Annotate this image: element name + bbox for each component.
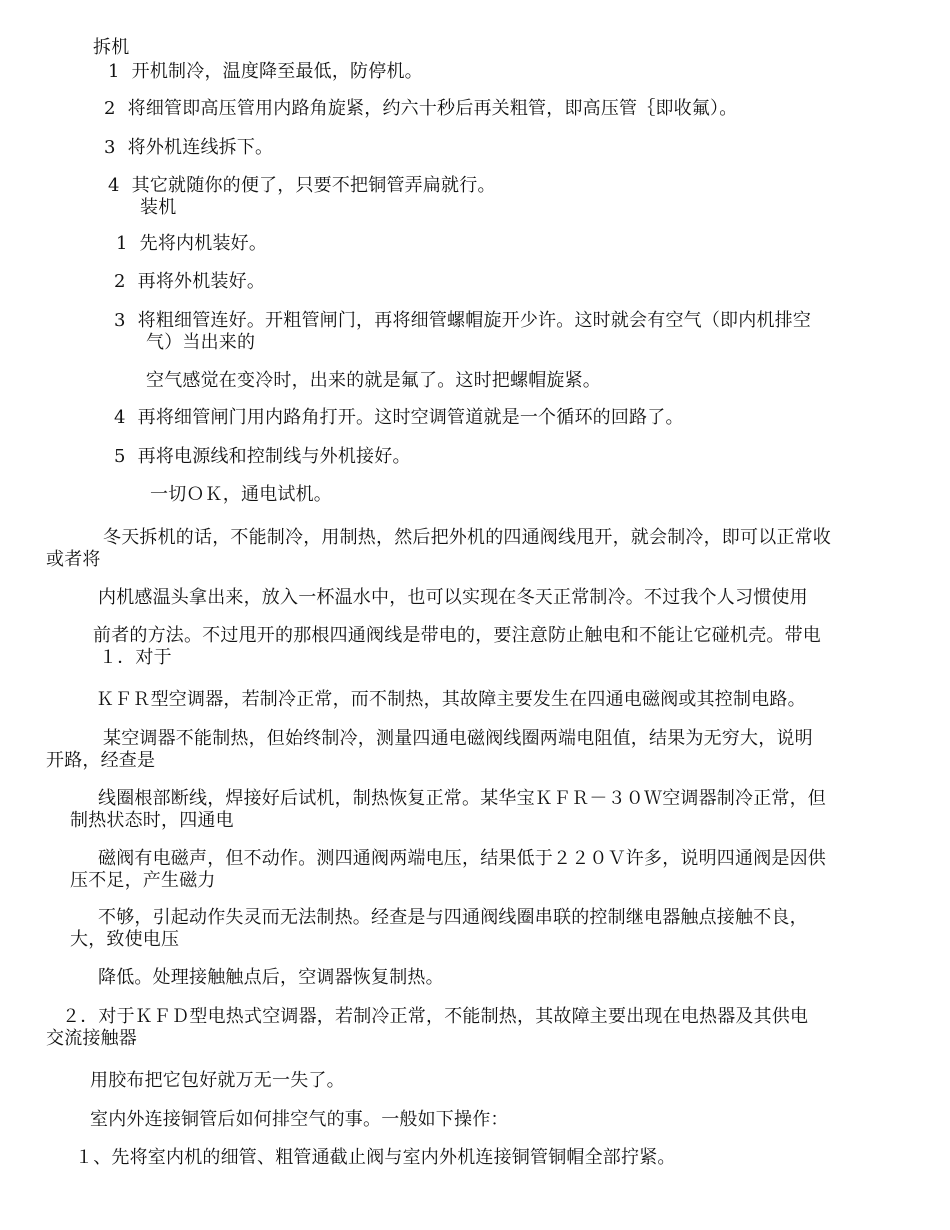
paragraph-line: 室内外连接铜管后如何排空气的事。一般如下操作： bbox=[90, 1109, 509, 1130]
paragraph-line: １．对于 bbox=[99, 647, 172, 668]
step-number: 4 bbox=[108, 175, 120, 196]
paragraph-line: 冬天拆机的话，不能制冷，用制热，然后把外机的四通阀线甩开，就会制冷，即可以正常收 bbox=[103, 527, 831, 548]
step-number: 2 bbox=[104, 98, 116, 119]
step-text: 先将内机装好。 bbox=[139, 233, 268, 254]
install-step-5 bbox=[114, 447, 411, 467]
heading-disassemble: 拆机 bbox=[93, 37, 130, 58]
paragraph-line: 磁阀有电磁声，但不动作。测四通阀两端电压，结果低于２２０Ｖ许多，说明四通阀是因供 bbox=[98, 848, 826, 869]
step-text: 再将细管闸门用内路角打开。这时空调管道就是一个循环的回路了。 bbox=[137, 407, 684, 428]
heading-install: 装机 bbox=[140, 197, 177, 218]
paragraph-line: 不够，引起动作失灵而无法制热。经查是与四通阀线圈串联的控制继电器触点接触不良， bbox=[98, 907, 808, 928]
paragraph-line: 内机感温头拿出来，放入一杯温水中，也可以实现在冬天正常制冷。不过我个人习惯使用 bbox=[98, 587, 808, 608]
disassemble-step-4 bbox=[108, 176, 496, 196]
install-step-3-cont2: 空气感觉在变冷时，出来的就是氟了。这时把螺帽旋紧。 bbox=[146, 370, 601, 391]
disassemble-step-1 bbox=[108, 62, 423, 82]
disassemble-step-3 bbox=[104, 138, 273, 158]
paragraph-line: 开路，经查是 bbox=[46, 750, 156, 771]
paragraph-line: 降低。处理接触触点后，空调器恢复制热。 bbox=[98, 967, 444, 988]
step-text: 将细管即高压管用内路角旋紧，约六十秒后再关粗管，即高压管｛即收氟）。 bbox=[127, 98, 738, 119]
paragraph-line: 压不足，产生磁力 bbox=[70, 870, 216, 891]
step-number: 1 bbox=[116, 233, 128, 254]
step-text: 开机制冷，温度降至最低，防停机。 bbox=[131, 61, 423, 82]
paragraph-line: 用胶布把它包好就万无一失了。 bbox=[90, 1070, 345, 1091]
step-text: 将外机连线拆下。 bbox=[127, 137, 274, 158]
paragraph-line: ２．对于ＫＦＤ型电热式空调器，若制冷正常，不能制热，其故障主要出现在电热器及其供电 bbox=[62, 1006, 809, 1027]
step-number: 4 bbox=[114, 407, 126, 428]
install-step-3-cont: 气）当出来的 bbox=[146, 332, 256, 353]
step-number: 5 bbox=[114, 446, 126, 467]
step-text: 其它就随你的便了，只要不把铜管弄扁就行。 bbox=[131, 175, 496, 196]
step-number: 1 bbox=[108, 61, 120, 82]
paragraph-line: 某空调器不能制热，但始终制冷，测量四通电磁阀线圈两端电阻值，结果为无穷大，说明 bbox=[103, 728, 813, 749]
install-step-4 bbox=[114, 408, 684, 428]
install-step-2 bbox=[114, 272, 265, 292]
step-number: 3 bbox=[104, 137, 116, 158]
paragraph-line: 线圈根部断线，焊接好后试机，制热恢复正常。某华宝ＫＦＲ－３０Ｗ空调器制冷正常，但 bbox=[98, 788, 826, 809]
paragraph-line: 交流接触器 bbox=[46, 1028, 137, 1049]
paragraph-line: 或者将 bbox=[46, 549, 101, 570]
paragraph-line: 前者的方法。不过甩开的那根四通阀线是带电的，要注意防止触电和不能让它碰机壳。带电 bbox=[93, 625, 821, 646]
paragraph-line: １、先将室内机的细管、粗管通截止阀与室内外机连接铜管铜帽全部拧紧。 bbox=[75, 1147, 676, 1168]
disassemble-step-2 bbox=[104, 99, 737, 119]
paragraph-line: 制热状态时，四通电 bbox=[70, 810, 234, 831]
step-text: 将粗细管连好。开粗管闸门，再将细管螺帽旋开少许。这时就会有空气（即内机排空 bbox=[137, 310, 812, 331]
step-text: 再将电源线和控制线与外机接好。 bbox=[137, 446, 411, 467]
install-step-1 bbox=[116, 234, 267, 254]
paragraph-line: 大，致使电压 bbox=[70, 929, 180, 950]
step-text: 再将外机装好。 bbox=[137, 271, 266, 292]
step-number: 3 bbox=[114, 310, 126, 331]
paragraph-line: ＫＦＲ型空调器，若制冷正常，而不制热，其故障主要发生在四通电磁阀或其控制电路。 bbox=[96, 689, 806, 710]
step-number: 2 bbox=[114, 271, 126, 292]
install-ok-line: 一切ＯＫ，通电试机。 bbox=[150, 484, 332, 505]
install-step-3 bbox=[114, 311, 811, 331]
